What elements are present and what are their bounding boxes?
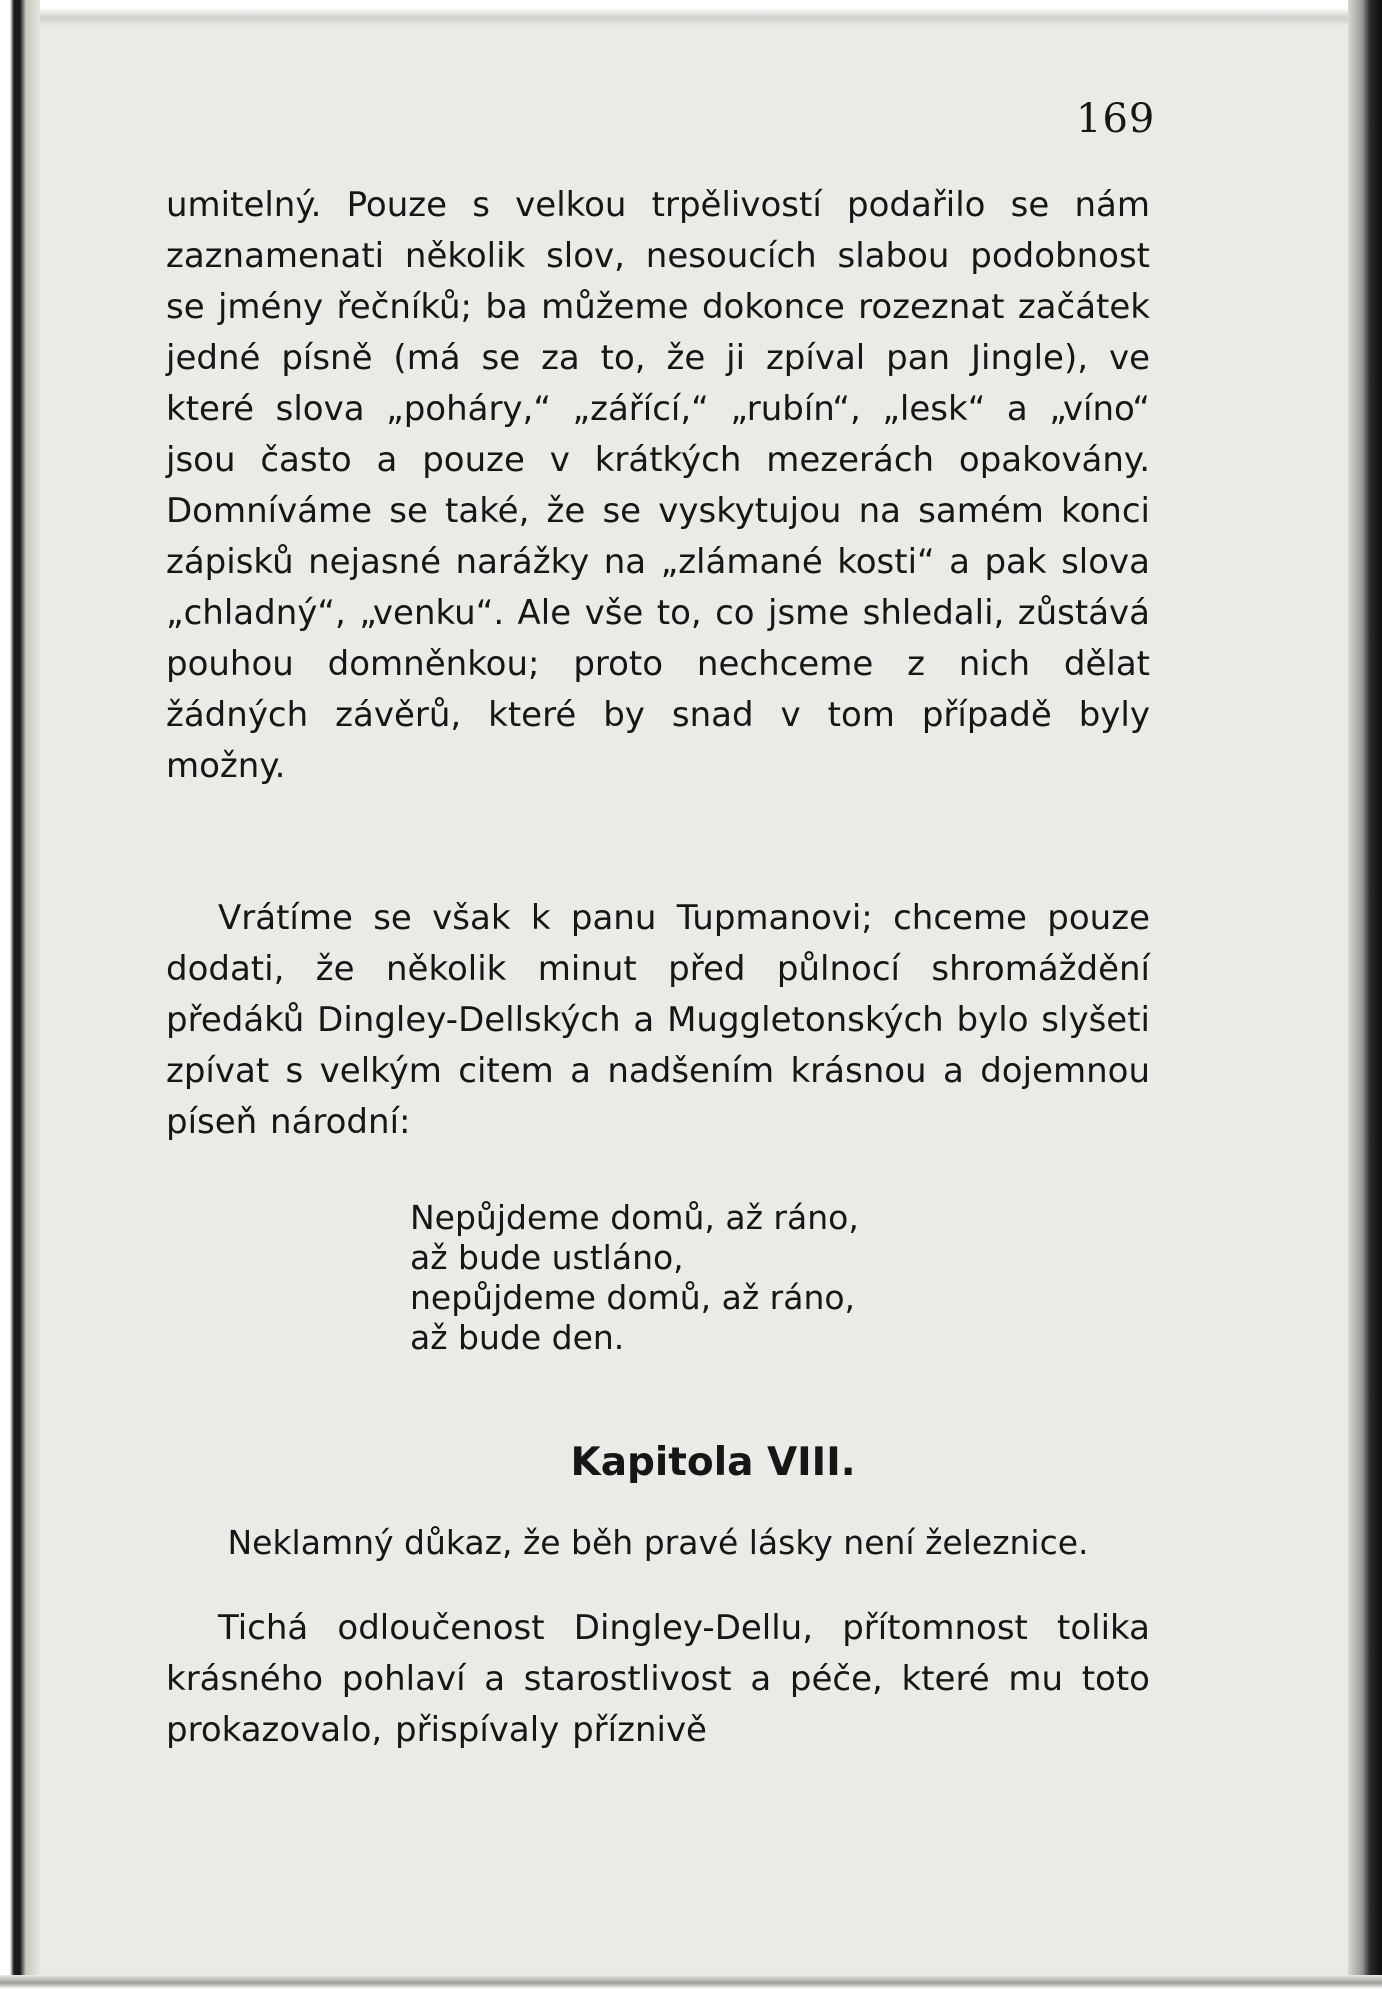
verse-line: až bude den.: [410, 1318, 625, 1357]
song-verse: [410, 1198, 859, 1358]
chapter-opening-paragraph: Tichá odloučenost Dingley-Dellu, přítomnost tolika krásného pohlaví a starostlivost a péče, které mu toto prokazovalo, přispívaly příznivě: [166, 1608, 1150, 1750]
chapter-title: Kapitola VIII.: [570, 1440, 856, 1485]
verse-line: Nepůjdeme domů, až ráno,: [410, 1198, 859, 1237]
page-number: 169: [1076, 96, 1156, 142]
paragraph-continuation: umitelný. Pouze s velkou trpělivostí podařilo se nám zaznamenati několik slov, nesoucích slabou podobnost se jmény řečníků; ba můžeme dokonce rozeznat začátek jedné písně (má se za to, že ji zpíval pan Jingle), ve které slova „poháry,“ „zářící,“ „rubín“, „lesk“ a „víno“ jsou často a pouze v krátkých mezerách opakovány. Domníváme se také, že se vyskytujou na samém konci zápisků nejasné narážky na „zlámané kosti“ a pak slova „chladný“, „venku“. Ale vše to, co jsme shledali, zůstává pouhou domněnkou; proto nechceme z nich dělat žádných závěrů, které by snad v tom případě byly možny.: [166, 185, 1150, 786]
page-right-edge: [1348, 0, 1382, 1989]
page-left-edge: [0, 0, 40, 1989]
paragraph-tupman: Vrátíme se však k panu Tupmanovi; chceme pouze dodati, že několik minut před půlnocí shromáždění předáků Dingley-Dellských a Muggletonských bylo slyšeti zpívat s velkým citem a nadšením krásnou a dojemnou píseň národní:: [166, 898, 1150, 1142]
verse-line: až bude ustláno,: [410, 1238, 684, 1277]
verse-line: nepůjdeme domů, až ráno,: [410, 1278, 856, 1317]
page-top-edge: [0, 0, 1382, 26]
chapter-subtitle: Neklamný důkaz, že běh pravé lásky není železnice.: [227, 1523, 1089, 1562]
page-bottom-edge: [0, 1975, 1382, 1989]
